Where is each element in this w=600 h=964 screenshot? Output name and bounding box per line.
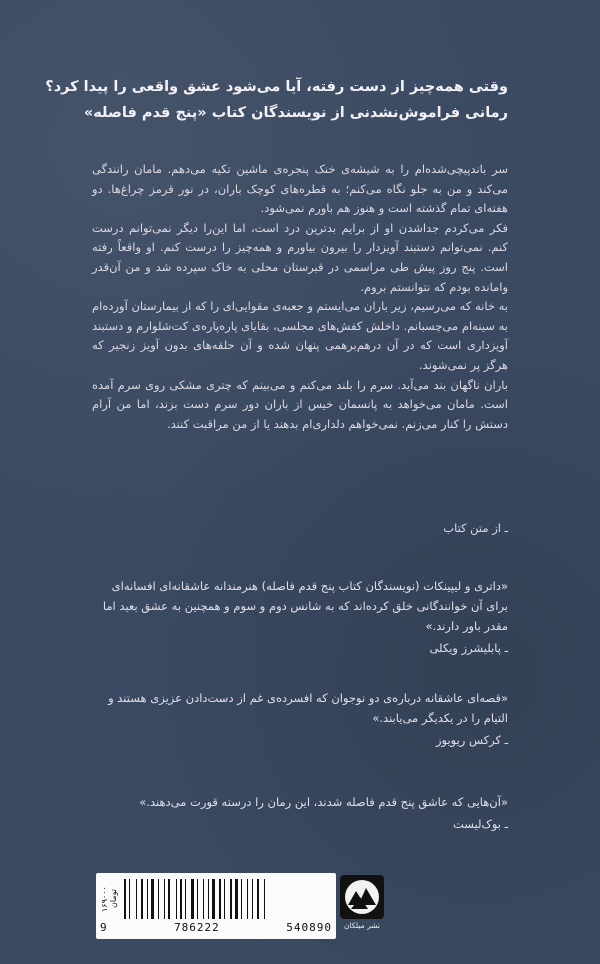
barcode-bar bbox=[235, 879, 238, 919]
barcode-bar bbox=[241, 879, 242, 919]
review-booklist bbox=[92, 792, 508, 834]
barcode-bar bbox=[247, 879, 248, 919]
barcode-bar bbox=[257, 879, 259, 919]
excerpt-paragraph: به خانه که می‌رسیم، زیر باران می‌ایستم و جعبه‌ی مقوایی‌ای را که از بیمارستان آورده‌ام به سینه‌ام می‌چسبانم. داخلش کفش‌های مجلسی، بقایای پاره‌پاره‌ی کت‌شلوارم و دستبند آویزداری است که در آن درهم‌برهمی پنهان شده و آن حلقه‌های بدون آویز زنجیر که هرگز پر نمی‌شوند. bbox=[92, 299, 508, 372]
review-kirkus bbox=[92, 688, 508, 750]
barcode-bars bbox=[124, 879, 330, 919]
barcode-bar bbox=[151, 879, 154, 919]
barcode-bar bbox=[224, 879, 225, 919]
barcode-bar bbox=[180, 879, 182, 919]
excerpt-paragraph: باران ناگهان بند می‌آید. سرم را بلند می‌کنم و می‌بینم که چتری مشکی روی سرم آمده است. مامان می‌خواهد به پانسمان خیس از باران دور سرم دست بزند، اما من آرام دستش را کنار می‌زنم. نمی‌خواهم دلداری‌ام بدهند یا از من مراقبت کنند. bbox=[92, 377, 508, 431]
barcode-bar bbox=[203, 879, 204, 919]
review-attribution: ـ پابلیشرز ویکلی bbox=[429, 641, 508, 655]
barcode-bar bbox=[124, 879, 126, 919]
barcode-bar bbox=[197, 879, 198, 919]
publisher-logo bbox=[340, 875, 384, 939]
excerpt-paragraph: سر باندپیچی‌شده‌ام را به شیشه‌ی خنک پنجره‌ی ماشین تکیه می‌دهم. مامان رانندگی می‌کند و من به جلو نگاه می‌کنم؛ به قطره‌های کوچک باران، در نور قرمز چراغ‌ها. دو هفته‌ای تمام گذشته است و هنوز هم باورم نمی‌شود. bbox=[92, 162, 508, 216]
review-quote: «داتری و لیپینکات (نویسندگان کتاب پنج قدم فاصله) هنرمندانه عاشقانه‌ای افسانه‌ای برای آن خوانندگانی خلق کرده‌اند که به شانس دوم و سوم و همچنین به عشق بعید اما مقدر باور دارند.» bbox=[102, 579, 508, 633]
barcode-bar bbox=[168, 879, 170, 919]
review-quote: «قصه‌ای عاشقانه درباره‌ی دو نوجوان که افسرده‌ی غم از دست‌دادن عزیزی هستند و التیام را در یکدیگر می‌یابند.» bbox=[108, 691, 508, 725]
barcode-bar bbox=[264, 879, 265, 919]
isbn-part: 540890 bbox=[286, 921, 332, 934]
publisher-name: نشر میلکان bbox=[344, 921, 380, 930]
barcode-bar bbox=[129, 879, 130, 919]
review-publishers-weekly bbox=[92, 576, 508, 658]
barcode-bar bbox=[185, 879, 186, 919]
excerpt-source: ـ از متن کتاب bbox=[443, 521, 508, 535]
mountain-logo-icon bbox=[340, 875, 384, 919]
barcode-bar bbox=[252, 879, 253, 919]
price-label: ۱۶۹۰۰۰ تومان bbox=[100, 886, 118, 912]
barcode-bar bbox=[158, 879, 159, 919]
review-attribution: ـ کرکس ریویوز bbox=[435, 733, 508, 747]
headline bbox=[45, 74, 508, 126]
excerpt-paragraph: فکر می‌کردم جداشدن او از برایم بدترین درد است، اما این‌را دیگر نمی‌توانم درست کنم. نمی‌توانم دستبند آویزدار را بیرون بیاورم و همه‌چیز را درست کنم. او واقعاً رفته است. پنج روز پیش طی مراسمی در قبرستان محلی به خاک سپرده شد و من آن‌قدر وامانده بودم که نتوانستم بروم. bbox=[92, 220, 508, 294]
barcode-bar bbox=[141, 879, 143, 919]
barcode-bar bbox=[212, 879, 215, 919]
isbn-part: 9 bbox=[100, 921, 108, 934]
review-attribution: ـ بوک‌لیست bbox=[453, 817, 508, 831]
headline-question: وقتی همه‌چیز از دست رفته، آیا می‌شود عشق واقعی را پیدا کرد؟ bbox=[45, 79, 508, 95]
isbn-number bbox=[100, 921, 332, 934]
barcode-bar bbox=[219, 879, 221, 919]
barcode-bar bbox=[176, 879, 177, 919]
barcode-bar bbox=[147, 879, 148, 919]
book-excerpt bbox=[92, 160, 508, 434]
isbn-part: 786222 bbox=[174, 921, 220, 934]
barcode-bar bbox=[191, 879, 194, 919]
barcode-bar bbox=[164, 879, 165, 919]
barcode-bar bbox=[208, 879, 209, 919]
barcode-bar bbox=[136, 879, 137, 919]
headline-tagline: رمانی فراموش‌نشدنی از نویسندگان کتاب «پنج قدم فاصله» bbox=[83, 105, 508, 121]
barcode-bar bbox=[230, 879, 232, 919]
review-quote: «آن‌هایی که عاشق پنج قدم فاصله شدند، این رمان را درسته قورت می‌دهند.» bbox=[139, 795, 508, 809]
isbn-barcode bbox=[96, 873, 336, 939]
